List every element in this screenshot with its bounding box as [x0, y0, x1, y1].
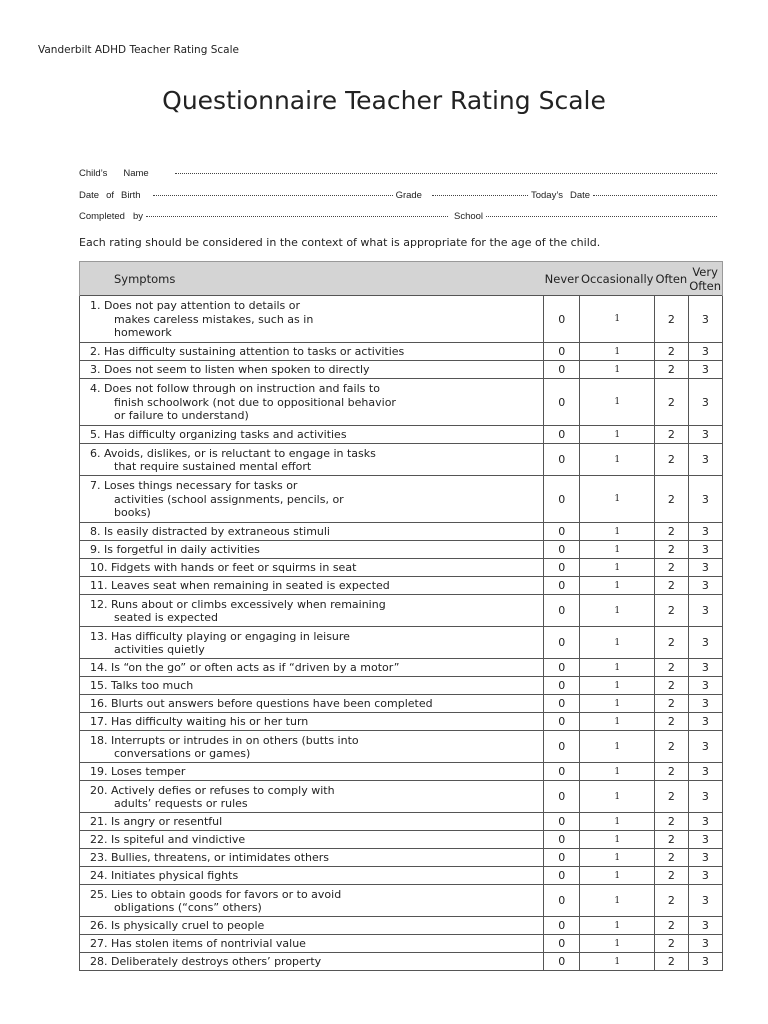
score-often[interactable]: 2 — [654, 577, 688, 595]
score-often[interactable]: 2 — [654, 379, 688, 426]
table-row — [80, 343, 723, 361]
score-often[interactable]: 2 — [654, 523, 688, 541]
score-occasionally[interactable]: 1 — [580, 559, 655, 577]
table-row — [80, 559, 723, 577]
symptom-text — [80, 426, 544, 444]
score-occasionally[interactable]: 1 — [580, 627, 655, 659]
symptom-line: 21. Is angry or resentful — [90, 815, 223, 829]
score-never[interactable]: 0 — [544, 917, 580, 935]
table-row — [80, 444, 723, 476]
symptom-line-continued: or failure to understand) — [114, 409, 249, 423]
score-never[interactable]: 0 — [544, 361, 580, 379]
symptom-line: 20. Actively defies or refuses to comply with — [90, 783, 335, 797]
table-row — [80, 296, 723, 343]
school-line[interactable] — [486, 216, 717, 217]
dob-grade-date-row — [79, 190, 720, 201]
score-very-often[interactable]: 3 — [688, 763, 722, 781]
symptom-text — [80, 659, 544, 677]
symptom-text — [80, 713, 544, 731]
col-symptoms: Symptoms — [80, 262, 544, 296]
table-row — [80, 476, 723, 523]
score-often[interactable]: 2 — [654, 713, 688, 731]
score-occasionally[interactable]: 1 — [580, 867, 655, 885]
score-often[interactable]: 2 — [654, 917, 688, 935]
score-very-often[interactable]: 3 — [688, 731, 722, 763]
score-never[interactable]: 0 — [544, 296, 580, 343]
symptom-line: 3. Does not seem to listen when spoken to directly — [90, 363, 370, 377]
symptom-line: 28. Deliberately destroys others’ property — [90, 955, 322, 969]
symptom-line: 26. Is physically cruel to people — [90, 919, 265, 933]
symptom-line: 4. Does not follow through on instruction and fails to — [90, 382, 380, 396]
table-row — [80, 541, 723, 559]
score-never[interactable]: 0 — [544, 763, 580, 781]
table-row — [80, 953, 723, 971]
symptom-text — [80, 296, 544, 343]
symptom-line-continued: conversations or games) — [114, 747, 251, 760]
symptom-text — [80, 885, 544, 917]
table-row — [80, 677, 723, 695]
score-often[interactable]: 2 — [654, 627, 688, 659]
table-row — [80, 935, 723, 953]
symptom-text — [80, 677, 544, 695]
symptom-line: 7. Loses things necessary for tasks or — [90, 479, 298, 493]
score-often[interactable]: 2 — [654, 476, 688, 523]
document-header-label: Vanderbilt ADHD Teacher Rating Scale — [38, 44, 239, 56]
symptom-line-continued: homework — [114, 326, 172, 340]
score-occasionally[interactable]: 1 — [580, 831, 655, 849]
symptom-line: 23. Bullies, threatens, or intimidates others — [90, 851, 330, 865]
symptom-line: 10. Fidgets with hands or feet or squirms in seat — [90, 561, 357, 575]
score-occasionally[interactable]: 1 — [580, 885, 655, 917]
score-often[interactable]: 2 — [654, 849, 688, 867]
symptom-text — [80, 577, 544, 595]
todays-date-label-b: Date — [570, 190, 591, 201]
symptom-line: 11. Leaves seat when remaining in seated is expected — [90, 579, 390, 593]
table-row — [80, 781, 723, 813]
score-very-often[interactable]: 3 — [688, 813, 722, 831]
col-very-often: Very Often — [688, 262, 722, 296]
score-very-often[interactable]: 3 — [688, 343, 722, 361]
score-very-often[interactable]: 3 — [688, 361, 722, 379]
symptom-text — [80, 695, 544, 713]
completed-by-school-row — [79, 211, 720, 222]
table-row — [80, 731, 723, 763]
table-row — [80, 713, 723, 731]
symptom-line-continued: adults’ requests or rules — [114, 797, 248, 810]
score-occasionally[interactable]: 1 — [580, 595, 655, 627]
score-occasionally[interactable]: 1 — [580, 713, 655, 731]
symptom-text — [80, 559, 544, 577]
score-very-often[interactable]: 3 — [688, 476, 722, 523]
symptom-line: 9. Is forgetful in daily activities — [90, 543, 260, 557]
score-very-often[interactable]: 3 — [688, 867, 722, 885]
page-title: Questionnaire Teacher Rating Scale — [162, 86, 606, 115]
score-never[interactable]: 0 — [544, 695, 580, 713]
table-row — [80, 885, 723, 917]
table-header-row — [80, 262, 723, 296]
symptom-line: 22. Is spiteful and vindictive — [90, 833, 246, 847]
childs-name-field[interactable] — [79, 168, 720, 179]
table-row — [80, 849, 723, 867]
score-very-often[interactable]: 3 — [688, 849, 722, 867]
grade-label: Grade — [395, 190, 422, 201]
score-very-often[interactable]: 3 — [688, 917, 722, 935]
symptom-line-continued: activities quietly — [114, 643, 205, 656]
symptom-text — [80, 781, 544, 813]
score-often[interactable]: 2 — [654, 813, 688, 831]
score-occasionally[interactable]: 1 — [580, 917, 655, 935]
symptom-text — [80, 476, 544, 523]
score-often[interactable]: 2 — [654, 677, 688, 695]
score-occasionally[interactable]: 1 — [580, 813, 655, 831]
score-never[interactable]: 0 — [544, 523, 580, 541]
score-occasionally[interactable]: 1 — [580, 849, 655, 867]
score-often[interactable]: 2 — [654, 867, 688, 885]
score-very-often[interactable]: 3 — [688, 444, 722, 476]
symptom-text — [80, 541, 544, 559]
score-very-often[interactable]: 3 — [688, 426, 722, 444]
score-never[interactable]: 0 — [544, 595, 580, 627]
score-never[interactable]: 0 — [544, 867, 580, 885]
score-often[interactable]: 2 — [654, 935, 688, 953]
score-never[interactable]: 0 — [544, 476, 580, 523]
score-never[interactable]: 0 — [544, 831, 580, 849]
symptom-text — [80, 444, 544, 476]
symptom-line-continued: finish schoolwork (not due to oppositional behavior — [114, 395, 396, 409]
symptom-line: 19. Loses temper — [90, 765, 186, 779]
score-often[interactable]: 2 — [654, 695, 688, 713]
symptom-line: 13. Has difficulty playing or engaging in leisure — [90, 629, 350, 643]
score-often[interactable]: 2 — [654, 831, 688, 849]
table-row — [80, 627, 723, 659]
score-occasionally[interactable]: 1 — [580, 523, 655, 541]
score-never[interactable]: 0 — [544, 677, 580, 695]
score-often[interactable]: 2 — [654, 296, 688, 343]
table-row — [80, 867, 723, 885]
todays-date-line[interactable] — [593, 195, 717, 196]
col-never: Never — [544, 262, 580, 296]
score-occasionally[interactable]: 1 — [580, 476, 655, 523]
score-occasionally[interactable]: 1 — [580, 781, 655, 813]
score-very-often[interactable]: 3 — [688, 695, 722, 713]
symptom-line: 8. Is easily distracted by extraneous stimuli — [90, 525, 330, 539]
score-occasionally[interactable]: 1 — [580, 343, 655, 361]
dob-line[interactable] — [153, 195, 393, 196]
score-very-often[interactable]: 3 — [688, 379, 722, 426]
table-row — [80, 361, 723, 379]
score-occasionally[interactable]: 1 — [580, 577, 655, 595]
completed-by-line[interactable] — [146, 216, 448, 217]
symptom-line: 24. Initiates physical fights — [90, 869, 239, 883]
table-row — [80, 523, 723, 541]
score-often[interactable]: 2 — [654, 763, 688, 781]
score-often[interactable]: 2 — [654, 953, 688, 971]
score-occasionally[interactable]: 1 — [580, 361, 655, 379]
symptom-text — [80, 379, 544, 426]
symptom-text — [80, 763, 544, 781]
score-very-often[interactable]: 3 — [688, 677, 722, 695]
symptom-text — [80, 849, 544, 867]
score-occasionally[interactable]: 1 — [580, 426, 655, 444]
score-never[interactable]: 0 — [544, 713, 580, 731]
symptom-line: 15. Talks too much — [90, 679, 194, 693]
score-never[interactable]: 0 — [544, 379, 580, 426]
symptom-line: 25. Lies to obtain goods for favors or to avoid — [90, 887, 342, 901]
score-often[interactable]: 2 — [654, 541, 688, 559]
score-occasionally[interactable]: 1 — [580, 695, 655, 713]
score-very-often[interactable]: 3 — [688, 885, 722, 917]
completed-by-label-b: by — [132, 211, 143, 222]
symptom-text — [80, 867, 544, 885]
symptom-rating-table — [79, 261, 723, 971]
score-never[interactable]: 0 — [544, 627, 580, 659]
symptom-line-continued: makes careless mistakes, such as in — [114, 312, 314, 326]
symptom-text — [80, 831, 544, 849]
score-never[interactable]: 0 — [544, 426, 580, 444]
grade-line[interactable] — [432, 195, 528, 196]
score-occasionally[interactable]: 1 — [580, 659, 655, 677]
score-never[interactable]: 0 — [544, 781, 580, 813]
score-often[interactable]: 2 — [654, 559, 688, 577]
score-occasionally[interactable]: 1 — [580, 677, 655, 695]
table-row — [80, 577, 723, 595]
score-occasionally[interactable]: 1 — [580, 541, 655, 559]
dob-label-a: Date — [79, 190, 100, 201]
symptom-line: 16. Blurts out answers before questions have been completed — [90, 697, 433, 711]
score-very-often[interactable]: 3 — [688, 935, 722, 953]
completed-by-label-a: Completed — [79, 211, 125, 222]
dob-label-c: Birth — [121, 190, 141, 201]
table-row — [80, 917, 723, 935]
score-very-often[interactable]: 3 — [688, 541, 722, 559]
score-often[interactable]: 2 — [654, 731, 688, 763]
score-occasionally[interactable]: 1 — [580, 296, 655, 343]
childs-name-label-a: Child’s — [79, 168, 108, 179]
symptom-text — [80, 813, 544, 831]
score-often[interactable]: 2 — [654, 426, 688, 444]
score-occasionally[interactable]: 1 — [580, 444, 655, 476]
score-occasionally[interactable]: 1 — [580, 379, 655, 426]
score-very-often[interactable]: 3 — [688, 296, 722, 343]
score-very-often[interactable]: 3 — [688, 713, 722, 731]
symptom-text — [80, 731, 544, 763]
symptom-line: 12. Runs about or climbs excessively when remaining — [90, 597, 386, 611]
score-often[interactable]: 2 — [654, 595, 688, 627]
childs-name-label-b: Name — [123, 168, 149, 179]
score-often[interactable]: 2 — [654, 885, 688, 917]
score-often[interactable]: 2 — [654, 781, 688, 813]
score-occasionally[interactable]: 1 — [580, 763, 655, 781]
symptom-text — [80, 343, 544, 361]
score-very-often[interactable]: 3 — [688, 659, 722, 677]
table-row — [80, 426, 723, 444]
score-very-often[interactable]: 3 — [688, 953, 722, 971]
col-often: Often — [654, 262, 688, 296]
symptom-line-continued: books) — [114, 506, 151, 520]
score-occasionally[interactable]: 1 — [580, 935, 655, 953]
score-occasionally[interactable]: 1 — [580, 953, 655, 971]
score-often[interactable]: 2 — [654, 361, 688, 379]
score-never[interactable]: 0 — [544, 541, 580, 559]
symptom-line-continued: seated is expected — [114, 611, 219, 624]
score-occasionally[interactable]: 1 — [580, 731, 655, 763]
symptom-line-continued: obligations (“cons” others) — [114, 901, 262, 914]
symptom-line: 1. Does not pay attention to details or — [90, 299, 301, 313]
score-very-often[interactable]: 3 — [688, 781, 722, 813]
table-row — [80, 595, 723, 627]
symptom-line: 5. Has difficulty organizing tasks and activities — [90, 428, 347, 442]
score-never[interactable]: 0 — [544, 343, 580, 361]
table-row — [80, 379, 723, 426]
symptom-text — [80, 935, 544, 953]
score-never[interactable]: 0 — [544, 559, 580, 577]
symptom-text — [80, 953, 544, 971]
score-never[interactable]: 0 — [544, 849, 580, 867]
score-very-often[interactable]: 3 — [688, 559, 722, 577]
score-often[interactable]: 2 — [654, 659, 688, 677]
symptom-line: 14. Is “on the go” or often acts as if “driven by a motor” — [90, 661, 400, 675]
symptom-text — [80, 523, 544, 541]
score-never[interactable]: 0 — [544, 577, 580, 595]
symptom-line: 18. Interrupts or intrudes in on others (butts into — [90, 733, 359, 747]
score-never[interactable]: 0 — [544, 444, 580, 476]
symptom-line-continued: activities (school assignments, pencils, or — [114, 492, 344, 506]
table-row — [80, 659, 723, 677]
score-very-often[interactable]: 3 — [688, 627, 722, 659]
table-row — [80, 813, 723, 831]
symptom-text — [80, 595, 544, 627]
todays-date-label-a: Today’s — [530, 190, 564, 201]
score-never[interactable]: 0 — [544, 659, 580, 677]
score-very-often[interactable]: 3 — [688, 577, 722, 595]
score-very-often[interactable]: 3 — [688, 595, 722, 627]
symptom-text — [80, 627, 544, 659]
dob-label-b: of — [106, 190, 115, 201]
score-never[interactable]: 0 — [544, 731, 580, 763]
symptom-line: 2. Has difficulty sustaining attention to tasks or activities — [90, 345, 405, 359]
table-row — [80, 695, 723, 713]
score-never[interactable]: 0 — [544, 953, 580, 971]
school-label: School — [454, 211, 484, 222]
symptom-line: 27. Has stolen items of nontrivial value — [90, 937, 306, 951]
instructions-text: Each rating should be considered in the context of what is appropriate for the age of the child. — [79, 236, 601, 249]
table-row — [80, 763, 723, 781]
score-never[interactable]: 0 — [544, 813, 580, 831]
score-often[interactable]: 2 — [654, 343, 688, 361]
score-very-often[interactable]: 3 — [688, 831, 722, 849]
symptom-text — [80, 361, 544, 379]
symptom-text — [80, 917, 544, 935]
symptom-line-continued: that require sustained mental effort — [114, 460, 312, 473]
symptom-line: 6. Avoids, dislikes, or is reluctant to engage in tasks — [90, 446, 376, 460]
col-occasionally: Occasionally — [580, 262, 655, 296]
score-never[interactable]: 0 — [544, 885, 580, 917]
score-often[interactable]: 2 — [654, 444, 688, 476]
symptom-line: 17. Has difficulty waiting his or her turn — [90, 715, 309, 729]
table-row — [80, 831, 723, 849]
score-very-often[interactable]: 3 — [688, 523, 722, 541]
childs-name-line[interactable] — [175, 173, 717, 174]
score-never[interactable]: 0 — [544, 935, 580, 953]
